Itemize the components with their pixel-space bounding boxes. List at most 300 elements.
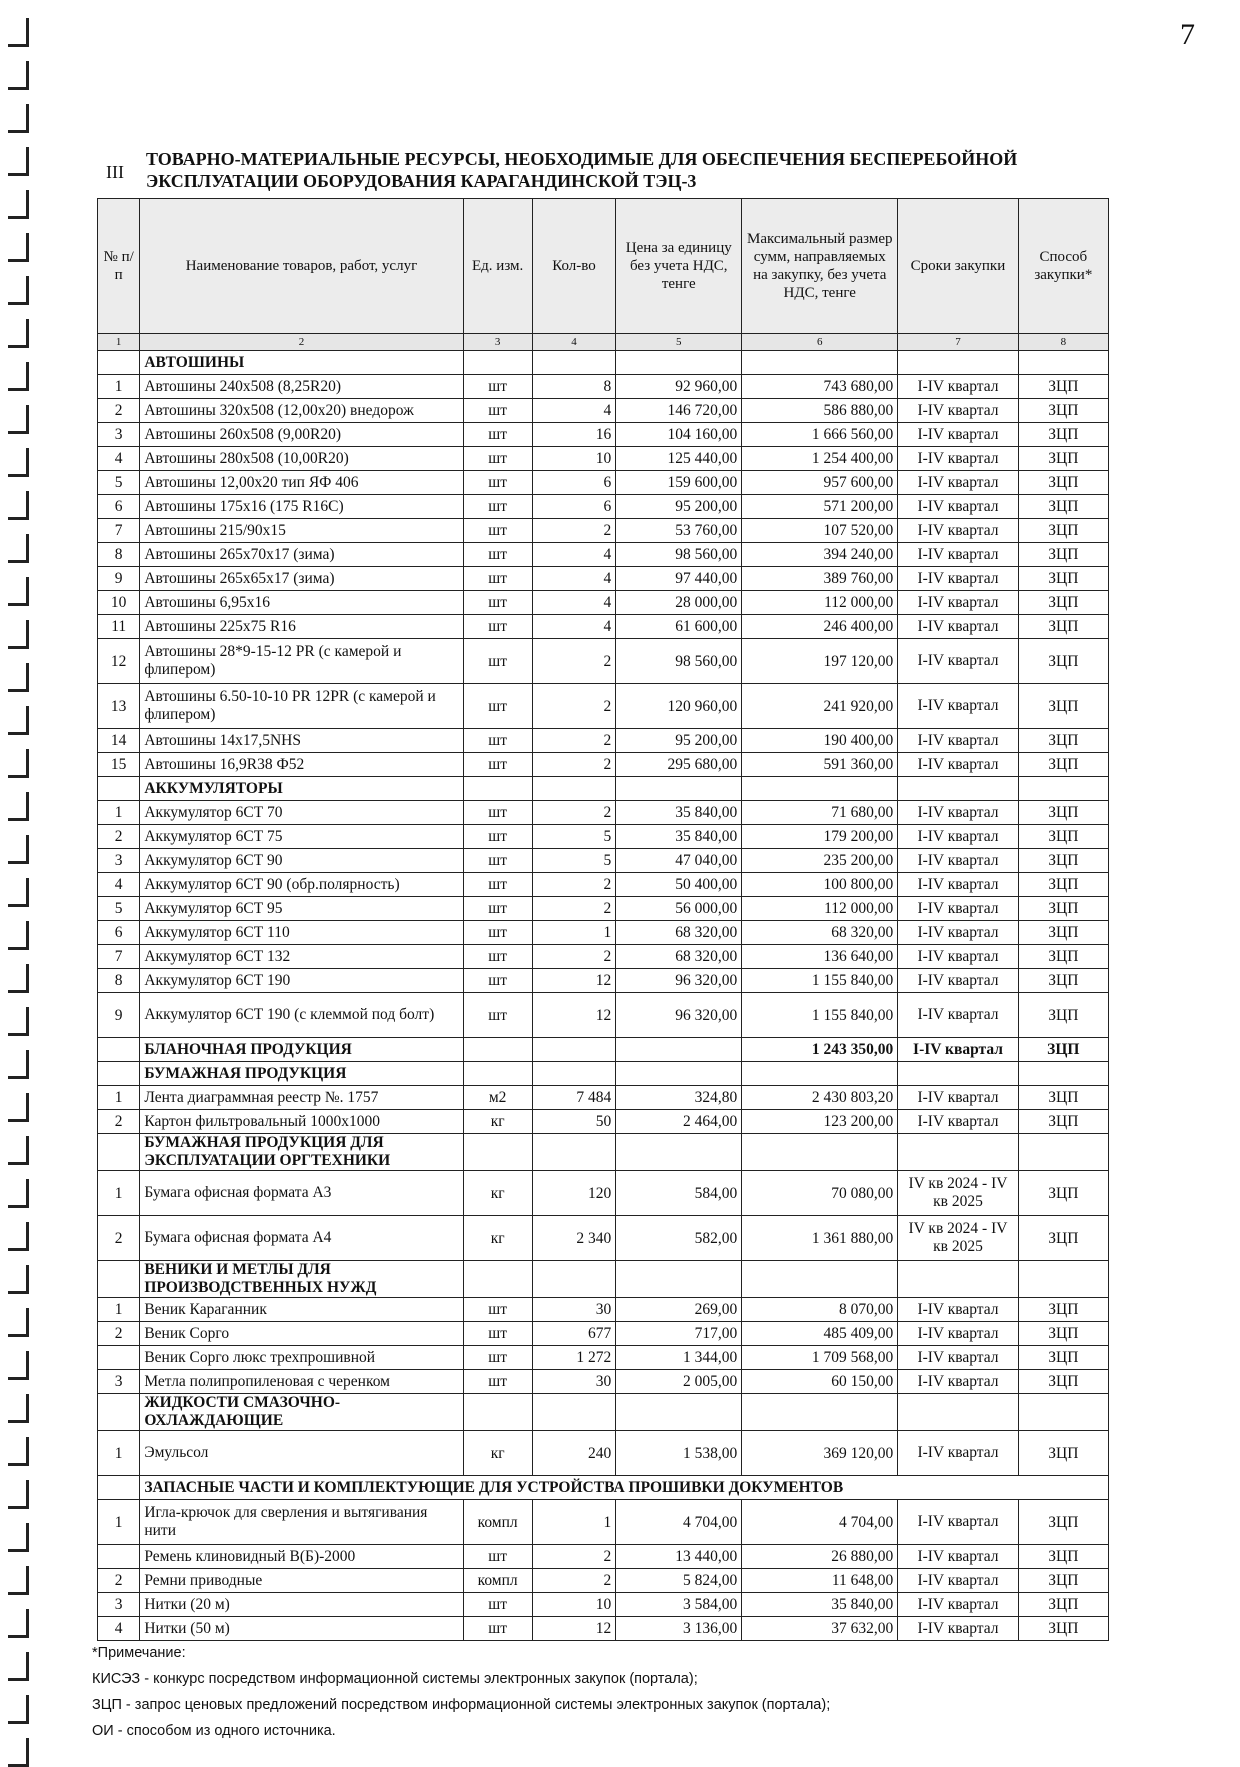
term-cell: I-IV квартал — [898, 921, 1018, 945]
unit-cell: шт — [463, 615, 532, 639]
price-cell: 2 464,00 — [616, 1110, 742, 1134]
no-cell: 1 — [98, 801, 140, 825]
price-cell: 13 440,00 — [616, 1545, 742, 1569]
table-row — [98, 825, 1109, 849]
price-cell — [616, 1134, 742, 1171]
term-cell: I-IV квартал — [898, 1500, 1018, 1545]
unit-cell: кг — [463, 1431, 532, 1476]
no-cell: 4 — [98, 447, 140, 471]
qty-cell: 4 — [532, 615, 616, 639]
method-cell: ЗЦП — [1018, 1500, 1108, 1545]
unit-cell: шт — [463, 567, 532, 591]
table-row — [98, 375, 1109, 399]
qty-cell: 12 — [532, 969, 616, 993]
no-cell: 2 — [98, 1569, 140, 1593]
term-cell: I-IV квартал — [898, 873, 1018, 897]
total-cell: 485 409,00 — [742, 1322, 898, 1346]
unit-cell: шт — [463, 729, 532, 753]
binding-hole-mark — [8, 104, 29, 133]
name-cell: Эмульсол — [140, 1431, 463, 1476]
unit-cell: м2 — [463, 1086, 532, 1110]
total-cell: 112 000,00 — [742, 897, 898, 921]
unit-cell — [463, 1261, 532, 1298]
price-cell: 2 005,00 — [616, 1370, 742, 1394]
term-cell: I-IV квартал — [898, 849, 1018, 873]
term-cell: I-IV квартал — [898, 993, 1018, 1038]
no-cell: 13 — [98, 684, 140, 729]
footnote-kisez: КИСЭЗ - конкурс посредством информационной системы электронных закупок (портала); — [92, 1671, 698, 1687]
group-name-cell: ВЕНИКИ И МЕТЛЫ ДЛЯ ПРОИЗВОДСТВЕННЫХ НУЖД — [140, 1261, 463, 1298]
no-cell: 5 — [98, 897, 140, 921]
no-cell: 3 — [98, 1593, 140, 1617]
no-cell: 7 — [98, 519, 140, 543]
total-cell: 1 361 880,00 — [742, 1216, 898, 1261]
total-cell: 743 680,00 — [742, 375, 898, 399]
binding-hole-mark — [8, 147, 29, 176]
name-cell: Аккумулятор 6СТ 90 (обр.полярность) — [140, 873, 463, 897]
unit-cell: шт — [463, 423, 532, 447]
name-cell: Аккумулятор 6СТ 132 — [140, 945, 463, 969]
method-cell: ЗЦП — [1018, 447, 1108, 471]
name-cell: Аккумулятор 6СТ 95 — [140, 897, 463, 921]
binding-hole-mark — [8, 1695, 29, 1724]
method-cell: ЗЦП — [1018, 969, 1108, 993]
name-cell: Аккумулятор 6СТ 190 (с клеммой под болт) — [140, 993, 463, 1038]
name-cell: Нитки (20 м) — [140, 1593, 463, 1617]
unit-cell: шт — [463, 1593, 532, 1617]
term-cell: I-IV квартал — [898, 495, 1018, 519]
price-cell — [616, 1261, 742, 1298]
total-cell — [742, 1062, 898, 1086]
term-cell: I-IV квартал — [898, 1545, 1018, 1569]
table-row — [98, 1569, 1109, 1593]
table-row — [98, 399, 1109, 423]
column-number: 8 — [1018, 334, 1108, 351]
table-row — [98, 615, 1109, 639]
binding-hole-mark — [8, 878, 29, 907]
total-cell: 586 880,00 — [742, 399, 898, 423]
binding-hole-mark — [8, 276, 29, 305]
binding-hole-mark — [8, 1609, 29, 1638]
total-cell: 2 430 803,20 — [742, 1086, 898, 1110]
qty-cell: 4 — [532, 543, 616, 567]
qty-cell: 50 — [532, 1110, 616, 1134]
qty-cell: 7 484 — [532, 1086, 616, 1110]
group-name-cell: БУМАЖНАЯ ПРОДУКЦИЯ — [140, 1062, 463, 1086]
binding-hole-mark — [8, 921, 29, 950]
no-cell: 1 — [98, 1431, 140, 1476]
method-cell: ЗЦП — [1018, 1216, 1108, 1261]
total-cell: 389 760,00 — [742, 567, 898, 591]
total-cell — [742, 777, 898, 801]
footnote-heading: *Примечание: — [92, 1645, 186, 1661]
unit-cell: шт — [463, 969, 532, 993]
total-cell: 1 254 400,00 — [742, 447, 898, 471]
qty-cell — [532, 351, 616, 375]
total-cell: 1 155 840,00 — [742, 993, 898, 1038]
table-row — [98, 1298, 1109, 1322]
table-row — [98, 447, 1109, 471]
binding-hole-mark — [8, 18, 29, 47]
no-cell: 2 — [98, 1110, 140, 1134]
term-cell: I-IV квартал — [898, 684, 1018, 729]
name-cell: Автошины 225х75 R16 — [140, 615, 463, 639]
term-cell: I-IV квартал — [898, 801, 1018, 825]
term-cell — [898, 777, 1018, 801]
table-row — [98, 1545, 1109, 1569]
method-cell: ЗЦП — [1018, 615, 1108, 639]
name-cell: Автошины 14х17,5NHS — [140, 729, 463, 753]
group-name-cell: ЗАПАСНЫЕ ЧАСТИ И КОМПЛЕКТУЮЩИЕ ДЛЯ УСТРОЙСТВА ПРОШИВКИ ДОКУМЕНТОВ — [140, 1476, 1109, 1500]
term-cell: I-IV квартал — [898, 897, 1018, 921]
total-cell: 571 200,00 — [742, 495, 898, 519]
table-row — [98, 1086, 1109, 1110]
total-cell: 35 840,00 — [742, 1593, 898, 1617]
qty-cell: 30 — [532, 1370, 616, 1394]
term-cell: I-IV квартал — [898, 1038, 1018, 1062]
name-cell: Автошины 12,00х20 тип ЯФ 406 — [140, 471, 463, 495]
binding-hole-mark — [8, 190, 29, 219]
unit-cell — [463, 351, 532, 375]
method-cell — [1018, 777, 1108, 801]
qty-cell: 2 — [532, 1545, 616, 1569]
price-cell: 95 200,00 — [616, 729, 742, 753]
no-cell: 3 — [98, 423, 140, 447]
no-cell: 7 — [98, 945, 140, 969]
group-name-cell: АВТОШИНЫ — [140, 351, 463, 375]
table-row — [98, 753, 1109, 777]
table-row — [98, 993, 1109, 1038]
table-row — [98, 1322, 1109, 1346]
price-cell: 3 584,00 — [616, 1593, 742, 1617]
total-cell — [742, 1134, 898, 1171]
unit-cell — [463, 777, 532, 801]
term-cell: I-IV квартал — [898, 423, 1018, 447]
price-cell: 5 824,00 — [616, 1569, 742, 1593]
price-cell — [616, 1394, 742, 1431]
binding-hole-mark — [8, 491, 29, 520]
unit-cell: шт — [463, 1545, 532, 1569]
term-cell: I-IV квартал — [898, 543, 1018, 567]
table-row — [98, 921, 1109, 945]
qty-cell: 1 — [532, 921, 616, 945]
term-cell: I-IV квартал — [898, 969, 1018, 993]
binding-hole-mark — [8, 1265, 29, 1294]
no-cell: 1 — [98, 375, 140, 399]
price-cell — [616, 1038, 742, 1062]
price-cell: 98 560,00 — [616, 543, 742, 567]
unit-cell: шт — [463, 1322, 532, 1346]
qty-cell: 2 — [532, 639, 616, 684]
group-name-cell: БЛАНОЧНАЯ ПРОДУКЦИЯ — [140, 1038, 463, 1062]
term-cell: I-IV квартал — [898, 615, 1018, 639]
price-cell: 717,00 — [616, 1322, 742, 1346]
group-row — [98, 1261, 1109, 1298]
term-cell: I-IV квартал — [898, 1569, 1018, 1593]
method-cell: ЗЦП — [1018, 945, 1108, 969]
no-cell: 9 — [98, 993, 140, 1038]
binding-hole-mark — [8, 835, 29, 864]
column-number: 3 — [463, 334, 532, 351]
binding-hole-mark — [8, 1523, 29, 1552]
unit-cell: кг — [463, 1171, 532, 1216]
group-name-cell: АККУМУЛЯТОРЫ — [140, 777, 463, 801]
footnote-zcp: ЗЦП - запрос ценовых предложений посредством информационной системы электронных закупок (портала); — [92, 1697, 831, 1713]
total-cell — [742, 1261, 898, 1298]
term-cell: I-IV квартал — [898, 375, 1018, 399]
name-cell: Нитки (50 м) — [140, 1617, 463, 1641]
qty-cell: 6 — [532, 471, 616, 495]
qty-cell: 6 — [532, 495, 616, 519]
table-row — [98, 873, 1109, 897]
price-cell: 96 320,00 — [616, 969, 742, 993]
total-cell: 68 320,00 — [742, 921, 898, 945]
name-cell: Картон фильтровальный 1000х1000 — [140, 1110, 463, 1134]
column-number: 4 — [532, 334, 616, 351]
binding-hole-mark — [8, 319, 29, 348]
method-cell: ЗЦП — [1018, 1617, 1108, 1641]
column-number: 2 — [140, 334, 463, 351]
total-cell: 60 150,00 — [742, 1370, 898, 1394]
header-row — [98, 199, 1109, 334]
qty-cell: 1 — [532, 1500, 616, 1545]
name-cell: Автошины 260х508 (9,00R20) — [140, 423, 463, 447]
table-row — [98, 1370, 1109, 1394]
table-row — [98, 1617, 1109, 1641]
method-cell — [1018, 1062, 1108, 1086]
qty-cell: 10 — [532, 1593, 616, 1617]
binding-hole-mark — [8, 362, 29, 391]
no-cell: 14 — [98, 729, 140, 753]
no-cell: 1 — [98, 1500, 140, 1545]
term-cell: I-IV квартал — [898, 1346, 1018, 1370]
binding-hole-mark — [8, 1394, 29, 1423]
unit-cell: компл — [463, 1569, 532, 1593]
no-cell — [98, 777, 140, 801]
no-cell: 11 — [98, 615, 140, 639]
column-number: 5 — [616, 334, 742, 351]
binding-hole-mark — [8, 1007, 29, 1036]
method-cell: ЗЦП — [1018, 1593, 1108, 1617]
price-cell: 68 320,00 — [616, 945, 742, 969]
name-cell: Бумага офисная формата А3 — [140, 1171, 463, 1216]
table-row — [98, 1593, 1109, 1617]
no-cell: 3 — [98, 1370, 140, 1394]
unit-cell: шт — [463, 801, 532, 825]
table-row — [98, 639, 1109, 684]
binding-hole-mark — [8, 405, 29, 434]
total-cell: 123 200,00 — [742, 1110, 898, 1134]
footnotes — [92, 1640, 1192, 1744]
group-row — [98, 777, 1109, 801]
unit-cell: шт — [463, 399, 532, 423]
binding-hole-mark — [8, 577, 29, 606]
price-cell: 1 344,00 — [616, 1346, 742, 1370]
method-cell: ЗЦП — [1018, 1298, 1108, 1322]
unit-cell: шт — [463, 375, 532, 399]
table-row — [98, 1171, 1109, 1216]
no-cell: 5 — [98, 471, 140, 495]
method-cell: ЗЦП — [1018, 375, 1108, 399]
name-cell: Игла-крючок для сверления и вытягивания нити — [140, 1500, 463, 1545]
method-cell — [1018, 1134, 1108, 1171]
unit-cell: шт — [463, 591, 532, 615]
unit-cell: шт — [463, 543, 532, 567]
method-cell: ЗЦП — [1018, 729, 1108, 753]
name-cell: Аккумулятор 6СТ 70 — [140, 801, 463, 825]
total-cell: 26 880,00 — [742, 1545, 898, 1569]
name-cell: Автошины 28*9-15-12 PR (с камерой и флипером) — [140, 639, 463, 684]
total-cell: 235 200,00 — [742, 849, 898, 873]
binding-hole-mark — [8, 1093, 29, 1122]
no-cell — [98, 1062, 140, 1086]
method-cell: ЗЦП — [1018, 1569, 1108, 1593]
header-cell: Ед. изм. — [463, 199, 532, 334]
total-cell: 71 680,00 — [742, 801, 898, 825]
qty-cell — [532, 1062, 616, 1086]
qty-cell — [532, 777, 616, 801]
method-cell: ЗЦП — [1018, 471, 1108, 495]
method-cell: ЗЦП — [1018, 873, 1108, 897]
total-cell: 394 240,00 — [742, 543, 898, 567]
method-cell: ЗЦП — [1018, 543, 1108, 567]
method-cell: ЗЦП — [1018, 423, 1108, 447]
group-row — [98, 1394, 1109, 1431]
row-number-cell — [98, 1476, 140, 1500]
price-cell: 95 200,00 — [616, 495, 742, 519]
table-row — [98, 543, 1109, 567]
binding-hole-mark — [8, 1308, 29, 1337]
method-cell: ЗЦП — [1018, 591, 1108, 615]
name-cell: Аккумулятор 6СТ 75 — [140, 825, 463, 849]
total-cell: 179 200,00 — [742, 825, 898, 849]
unit-cell: шт — [463, 1370, 532, 1394]
method-cell: ЗЦП — [1018, 1171, 1108, 1216]
term-cell: I-IV квартал — [898, 399, 1018, 423]
qty-cell: 12 — [532, 993, 616, 1038]
column-number: 1 — [98, 334, 140, 351]
qty-cell: 4 — [532, 567, 616, 591]
total-cell: 197 120,00 — [742, 639, 898, 684]
method-cell: ЗЦП — [1018, 1110, 1108, 1134]
no-cell: 9 — [98, 567, 140, 591]
price-cell: 125 440,00 — [616, 447, 742, 471]
qty-cell: 2 — [532, 519, 616, 543]
binding-hole-mark — [8, 1652, 29, 1681]
unit-cell: шт — [463, 495, 532, 519]
term-cell — [898, 1261, 1018, 1298]
price-cell: 28 000,00 — [616, 591, 742, 615]
table-row — [98, 969, 1109, 993]
price-cell: 35 840,00 — [616, 825, 742, 849]
no-cell: 6 — [98, 495, 140, 519]
page-number: 7 — [1180, 18, 1195, 51]
price-cell: 92 960,00 — [616, 375, 742, 399]
term-cell: I-IV квартал — [898, 447, 1018, 471]
term-cell: I-IV квартал — [898, 639, 1018, 684]
total-cell: 136 640,00 — [742, 945, 898, 969]
term-cell: I-IV квартал — [898, 945, 1018, 969]
name-cell: Веник Сорго люкс трехпрошивной — [140, 1346, 463, 1370]
binding-hole-mark — [8, 1179, 29, 1208]
term-cell — [898, 1062, 1018, 1086]
method-cell: ЗЦП — [1018, 639, 1108, 684]
qty-cell: 5 — [532, 825, 616, 849]
binding-hole-mark — [8, 534, 29, 563]
name-cell: Бумага офисная формата А4 — [140, 1216, 463, 1261]
no-cell: 15 — [98, 753, 140, 777]
qty-cell: 12 — [532, 1617, 616, 1641]
qty-cell: 2 — [532, 684, 616, 729]
price-cell: 35 840,00 — [616, 801, 742, 825]
total-cell: 8 070,00 — [742, 1298, 898, 1322]
qty-cell: 10 — [532, 447, 616, 471]
qty-cell — [532, 1134, 616, 1171]
binding-hole-mark — [8, 964, 29, 993]
total-cell: 957 600,00 — [742, 471, 898, 495]
document-title: ТОВАРНО-МАТЕРИАЛЬНЫЕ РЕСУРСЫ, НЕОБХОДИМЫЕ ДЛЯ ОБЕСПЕЧЕНИЯ БЕСПЕРЕБОЙНОЙ ЭКСПЛУАТАЦИИ ОБОРУДОВАНИЯ КАРАГАНДИНСКОЙ ТЭЦ-3 — [146, 149, 1018, 191]
price-cell: 97 440,00 — [616, 567, 742, 591]
method-cell: ЗЦП — [1018, 993, 1108, 1038]
price-cell: 3 136,00 — [616, 1617, 742, 1641]
no-cell: 10 — [98, 591, 140, 615]
name-cell: Автошины 215/90х15 — [140, 519, 463, 543]
name-cell: Автошины 6,95х16 — [140, 591, 463, 615]
table-row — [98, 801, 1109, 825]
table-row — [98, 897, 1109, 921]
total-cell: 1 243 350,00 — [742, 1038, 898, 1062]
group-row — [98, 1134, 1109, 1171]
name-cell: Аккумулятор 6СТ 190 — [140, 969, 463, 993]
qty-cell: 2 340 — [532, 1216, 616, 1261]
term-cell: IV кв 2024 - IV кв 2025 — [898, 1216, 1018, 1261]
method-cell: ЗЦП — [1018, 801, 1108, 825]
table-row — [98, 567, 1109, 591]
no-cell: 2 — [98, 825, 140, 849]
method-cell: ЗЦП — [1018, 1370, 1108, 1394]
header-cell: № п/п — [98, 199, 140, 334]
name-cell: Автошины 175х16 (175 R16C) — [140, 495, 463, 519]
table-row — [98, 423, 1109, 447]
unit-cell: шт — [463, 921, 532, 945]
table-row — [98, 684, 1109, 729]
method-cell: ЗЦП — [1018, 684, 1108, 729]
price-cell — [616, 351, 742, 375]
no-cell: 6 — [98, 921, 140, 945]
no-cell: 2 — [98, 1216, 140, 1261]
total-cell: 11 648,00 — [742, 1569, 898, 1593]
qty-cell: 2 — [532, 873, 616, 897]
term-cell: I-IV квартал — [898, 519, 1018, 543]
unit-cell: шт — [463, 993, 532, 1038]
term-cell: I-IV квартал — [898, 1617, 1018, 1641]
table-row — [98, 1346, 1109, 1370]
qty-cell: 120 — [532, 1171, 616, 1216]
total-cell: 1 155 840,00 — [742, 969, 898, 993]
total-cell: 1 709 568,00 — [742, 1346, 898, 1370]
total-cell: 1 666 560,00 — [742, 423, 898, 447]
no-cell — [98, 1545, 140, 1569]
price-cell — [616, 1062, 742, 1086]
unit-cell — [463, 1062, 532, 1086]
section-number: III — [106, 162, 124, 182]
price-cell: 47 040,00 — [616, 849, 742, 873]
unit-cell: шт — [463, 753, 532, 777]
total-cell: 107 520,00 — [742, 519, 898, 543]
total-cell: 37 632,00 — [742, 1617, 898, 1641]
name-cell: Ремень клиновидный В(Б)-2000 — [140, 1545, 463, 1569]
method-cell: ЗЦП — [1018, 921, 1108, 945]
